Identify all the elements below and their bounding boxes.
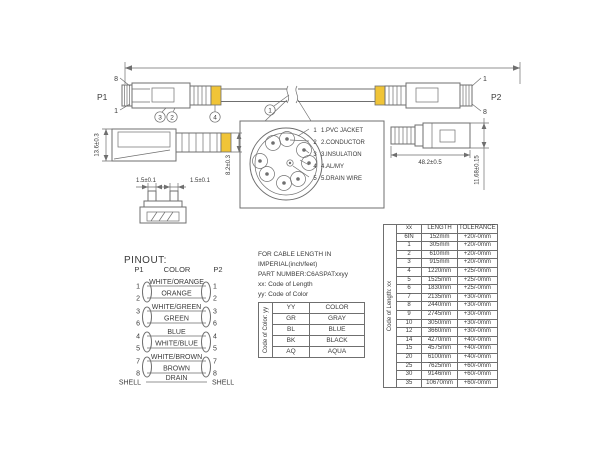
length-code-cell: 5 bbox=[397, 276, 422, 285]
pin-row: 7 bbox=[136, 358, 140, 366]
length-value-cell: 7625mm bbox=[422, 362, 458, 371]
tolerance-cell: +40/-0mm bbox=[458, 336, 498, 345]
tolerance-cell: +60/-0mm bbox=[458, 362, 498, 371]
length-table-row bbox=[397, 259, 498, 268]
length-code-cell: 30 bbox=[397, 371, 422, 380]
pin-row: 8 bbox=[213, 370, 217, 378]
length-header-xx: xx bbox=[397, 225, 422, 234]
cable-od-dim: 8.2±0.3 bbox=[226, 155, 232, 175]
tolerance-cell: +30/-0mm bbox=[458, 310, 498, 319]
shell-right-label: SHELL bbox=[212, 379, 235, 387]
wire-color: BROWN bbox=[163, 365, 190, 373]
color-header-color: COLOR bbox=[310, 303, 365, 314]
length-code-cell: 7 bbox=[397, 293, 422, 302]
prong-right-dim: 1.5±0.1 bbox=[190, 178, 210, 184]
wire-color: BLUE bbox=[167, 329, 186, 336]
legend-label-pvc-jacket: 1.PVC JACKET bbox=[321, 128, 364, 134]
connector-pin-labels bbox=[97, 76, 502, 116]
length-value-cell: 6100mm bbox=[422, 353, 458, 362]
tolerance-cell: +60/-0mm bbox=[458, 379, 498, 388]
length-table-side-label: Code of Length: xx bbox=[383, 224, 397, 388]
length-table-row bbox=[397, 242, 498, 251]
p1-pin1-label: 1 bbox=[114, 108, 118, 115]
length-value-cell: 4575mm bbox=[422, 345, 458, 354]
length-table-row bbox=[397, 250, 498, 259]
tolerance-cell: +30/-0mm bbox=[458, 328, 498, 337]
yellow-band-side bbox=[221, 133, 231, 152]
length-value-cell: 2745mm bbox=[422, 310, 458, 319]
legend-label-drain-wire: 5.DRAIN WIRE bbox=[321, 176, 363, 182]
color-table-header-row bbox=[273, 303, 365, 314]
length-code-cell: 10 bbox=[397, 319, 422, 328]
length-code-cell: 25 bbox=[397, 362, 422, 371]
wire-pairs bbox=[253, 132, 317, 191]
wire-color: WHITE/GREEN bbox=[151, 304, 202, 311]
legend-label-conductor: 2.CONDUCTOR bbox=[321, 140, 365, 146]
pin-row: 5 bbox=[213, 345, 217, 353]
length-value-cell: 3050mm bbox=[422, 319, 458, 328]
color-name-cell: GRAY bbox=[310, 314, 365, 325]
length-value-cell: 10670mm bbox=[422, 379, 458, 388]
pinout-chart bbox=[119, 255, 234, 387]
wire-color: ORANGE bbox=[161, 290, 192, 298]
length-table-row bbox=[397, 293, 498, 302]
length-value-cell: 305mm bbox=[422, 242, 458, 251]
yellow-band-left bbox=[211, 86, 221, 105]
pin-row: 5 bbox=[136, 345, 140, 353]
color-table-row bbox=[273, 325, 365, 336]
cross-section-legend bbox=[290, 128, 366, 182]
length-code-cell: 6 bbox=[397, 285, 422, 294]
wire-color: WHITE/ORANGE bbox=[149, 279, 204, 286]
pinout-header-color: COLOR bbox=[163, 265, 191, 274]
pin-row: 6 bbox=[213, 320, 217, 328]
tolerance-cell: +30/-0mm bbox=[458, 293, 498, 302]
pinout-header-p1: P1 bbox=[134, 265, 144, 274]
legend-num-4: 4 bbox=[313, 164, 317, 170]
tolerance-cell: +40/-0mm bbox=[458, 353, 498, 362]
front-view-drawing bbox=[136, 178, 211, 223]
legend-num-3: 3 bbox=[313, 152, 317, 158]
pin-row: 4 bbox=[213, 333, 217, 341]
pin-row: 1 bbox=[136, 283, 140, 291]
length-code-cell: 2 bbox=[397, 250, 422, 259]
length-table-row bbox=[397, 233, 498, 242]
pin-row: 7 bbox=[213, 358, 217, 366]
length-value-cell: 9146mm bbox=[422, 371, 458, 380]
length-table-row bbox=[397, 371, 498, 380]
callout-1: 1 bbox=[268, 107, 272, 115]
callout-balloons bbox=[155, 95, 289, 122]
length-value-cell: 2135mm bbox=[422, 293, 458, 302]
tolerance-cell: +30/-0mm bbox=[458, 302, 498, 311]
length-code-cell: 14 bbox=[397, 336, 422, 345]
length-code-cell: 15 bbox=[397, 345, 422, 354]
side-view-drawing bbox=[95, 129, 243, 175]
length-header-tolerance: TOLERANCE bbox=[458, 225, 498, 234]
tolerance-cell: +20/-0mm bbox=[458, 242, 498, 251]
length-code-cell: 6IN bbox=[397, 233, 422, 242]
p2-pin8-label: 8 bbox=[483, 109, 487, 116]
color-table-side-label: Code of Color: yy bbox=[258, 302, 273, 358]
length-table-row bbox=[397, 276, 498, 285]
pinout-header-p2: P2 bbox=[213, 265, 223, 274]
length-table-row bbox=[397, 285, 498, 294]
shell-left-label: SHELL bbox=[118, 379, 141, 387]
drain-label: DRAIN bbox=[165, 375, 188, 382]
wire-color: WHITE/BLUE bbox=[155, 340, 198, 348]
pin-row: 3 bbox=[136, 308, 140, 316]
length-code-cell: 9 bbox=[397, 310, 422, 319]
length-code-cell: 20 bbox=[397, 353, 422, 362]
pin-row: 2 bbox=[213, 295, 217, 303]
p1-label: P1 bbox=[97, 92, 108, 102]
length-table-row bbox=[397, 362, 498, 371]
legend-label-insulation: 3.INSULATION bbox=[321, 152, 362, 158]
length-code-table bbox=[383, 224, 498, 388]
pin-row: 4 bbox=[136, 333, 140, 341]
length-code-cell: 12 bbox=[397, 328, 422, 337]
color-name-cell: BLACK bbox=[310, 336, 365, 347]
length-value-cell: 1220mm bbox=[422, 267, 458, 276]
color-code-table bbox=[258, 302, 365, 358]
plug-height-dim: 13.6±0.3 bbox=[94, 133, 101, 157]
wire-color: WHITE/BROWN bbox=[150, 354, 203, 361]
callout-4: 4 bbox=[213, 114, 217, 122]
pin-row: 8 bbox=[136, 370, 140, 378]
color-name-cell: AQUA bbox=[310, 347, 365, 358]
color-table-row bbox=[273, 347, 365, 358]
length-code-cell: 1 bbox=[397, 242, 422, 251]
color-header-yy: YY bbox=[273, 303, 310, 314]
length-value-cell: 3660mm bbox=[422, 328, 458, 337]
callout-3: 3 bbox=[158, 114, 162, 122]
length-code-cell: 3 bbox=[397, 259, 422, 268]
p2-label: P2 bbox=[491, 92, 502, 102]
tolerance-cell: +20/-0mm bbox=[458, 259, 498, 268]
tolerance-cell: +30/-0mm bbox=[458, 319, 498, 328]
legend-label-almy: 4.AL/MY bbox=[321, 164, 345, 170]
wire-color: GREEN bbox=[164, 315, 189, 323]
tolerance-cell: +25/-0mm bbox=[458, 285, 498, 294]
length-code-cell: 8 bbox=[397, 302, 422, 311]
length-code-cell: 4 bbox=[397, 267, 422, 276]
length-value-cell: 4270mm bbox=[422, 336, 458, 345]
p1-connector-drawing bbox=[122, 83, 221, 108]
note-line-4: yy: Code of Color bbox=[258, 291, 309, 298]
color-code-cell: BK bbox=[273, 336, 310, 347]
tolerance-cell: +20/-0mm bbox=[458, 233, 498, 242]
top-view-drawing bbox=[391, 118, 489, 190]
part-number-note bbox=[258, 250, 390, 300]
color-code-cell: GR bbox=[273, 314, 310, 325]
length-value-cell: 152mm bbox=[422, 233, 458, 242]
length-value-cell: 915mm bbox=[422, 259, 458, 268]
tolerance-cell: +60/-0mm bbox=[458, 371, 498, 380]
pin-row: 1 bbox=[213, 283, 217, 291]
length-table-row bbox=[397, 328, 498, 337]
p1-pin8-label: 8 bbox=[114, 76, 118, 83]
cross-section-detail bbox=[240, 100, 384, 208]
color-table-row bbox=[273, 314, 365, 325]
length-table-row bbox=[397, 310, 498, 319]
length-table-row bbox=[397, 267, 498, 276]
tolerance-cell: +25/-0mm bbox=[458, 267, 498, 276]
tolerance-cell: +20/-0mm bbox=[458, 250, 498, 259]
length-value-cell: 1525mm bbox=[422, 276, 458, 285]
length-table-row bbox=[397, 379, 498, 388]
length-table-row bbox=[397, 319, 498, 328]
yellow-band-right bbox=[375, 86, 385, 105]
legend-num-5: 5 bbox=[313, 176, 317, 182]
color-name-cell: BLUE bbox=[310, 325, 365, 336]
length-value-cell: 610mm bbox=[422, 250, 458, 259]
color-code-cell: AQ bbox=[273, 347, 310, 358]
p2-connector-drawing bbox=[375, 83, 472, 108]
plug-width-dim: 11.68±0.15 bbox=[474, 155, 481, 185]
overall-dimension bbox=[125, 62, 520, 84]
length-table-row bbox=[397, 345, 498, 354]
pin-row: 2 bbox=[136, 295, 140, 303]
pin-row: 3 bbox=[213, 308, 217, 316]
length-table-header-row bbox=[397, 225, 498, 234]
pin-row: 6 bbox=[136, 320, 140, 328]
length-table-row bbox=[397, 302, 498, 311]
tolerance-cell: +25/-0mm bbox=[458, 276, 498, 285]
length-table-row bbox=[397, 353, 498, 362]
length-table-row bbox=[397, 336, 498, 345]
color-table-row bbox=[273, 336, 365, 347]
length-value-cell: 1830mm bbox=[422, 285, 458, 294]
legend-num-1: 1 bbox=[313, 128, 317, 134]
note-line-3: xx: Code of Length bbox=[258, 281, 313, 288]
length-value-cell: 2440mm bbox=[422, 302, 458, 311]
callout-2: 2 bbox=[170, 114, 174, 122]
note-line-2: PART NUMBER:C6ASPATxxyy bbox=[258, 271, 349, 278]
p2-pin1-label: 1 bbox=[483, 76, 487, 83]
length-header-length: LENGTH bbox=[422, 225, 458, 234]
pinout-title: PINOUT: bbox=[124, 255, 167, 266]
tolerance-cell: +40/-0mm bbox=[458, 345, 498, 354]
prong-left-dim: 1.5±0.1 bbox=[136, 178, 156, 184]
note-line-1: FOR CABLE LENGTH IN IMPERIAL(inch/feet) bbox=[258, 251, 332, 268]
connector-length-dim: 48.2±0.5 bbox=[418, 160, 442, 166]
length-code-cell: 35 bbox=[397, 379, 422, 388]
color-code-cell: BL bbox=[273, 325, 310, 336]
legend-num-2: 2 bbox=[313, 140, 317, 146]
